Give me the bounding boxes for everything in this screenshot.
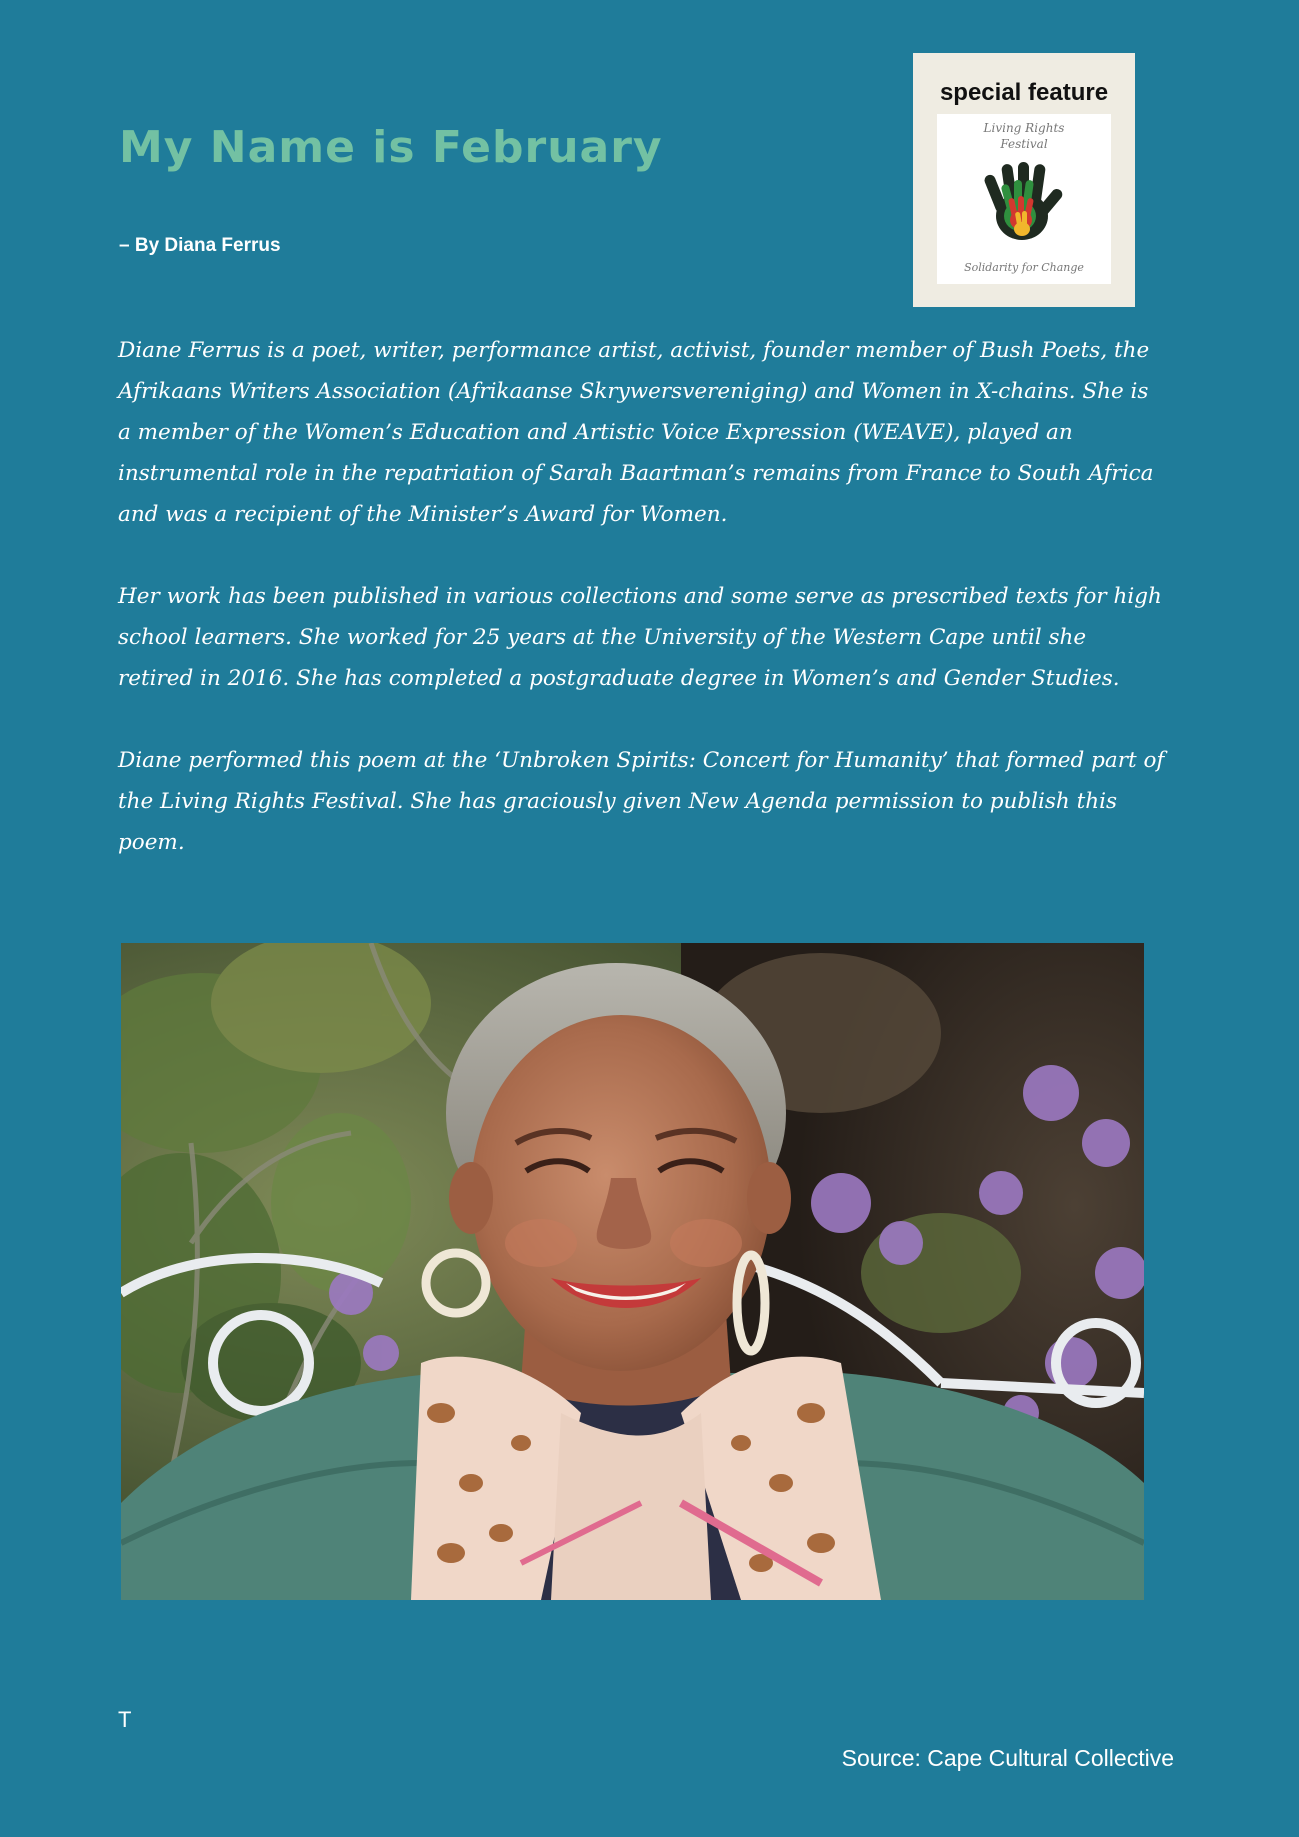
article-byline: – By Diana Ferrus: [119, 235, 281, 256]
portrait-photo: [121, 943, 1144, 1600]
bio-paragraph-3: Diane performed this poem at the ‘Unbroken Spirits: Concert for Humanity’ that formed part of the Living Rights Festival. She has graciously given New Agenda permission to publish this poem.: [118, 748, 1165, 855]
bio-paragraph-1: Diane Ferrus is a poet, writer, performance artist, activist, founder member of Bush Poets, the Afrikaans Writers Association (Afrikaanse Skrywersvereniging) and Women in X-chains. She is a member of the Women’s Education and Artistic Voice Expression (WEAVE), played an instrumental role in the repatriation of Sarah Baartman’s remains from France to South Africa and was a recipient of the Minister’s Award for Women.: [118, 338, 1154, 527]
festival-logo: [937, 114, 1111, 284]
portrait-illustration: [121, 943, 1144, 1600]
festival-name-line-1: Living Rights: [983, 121, 1065, 135]
page-marker: T: [118, 1707, 132, 1732]
photo-source-credit: Source: Cape Cultural Collective: [841, 1745, 1174, 1771]
special-feature-badge: [913, 53, 1135, 307]
festival-tagline: Solidarity for Change: [964, 261, 1084, 274]
bio-paragraph-2: Her work has been published in various collections and some serve as prescribed texts for high school learners. She worked for 25 years at the University of the Western Cape until she retired in 2016. She has completed a postgraduate degree in Women’s and Gender Studies.: [118, 584, 1162, 691]
festival-name: [937, 120, 1111, 152]
badge-heading: special feature: [939, 79, 1109, 106]
hands-icon: [982, 160, 1066, 244]
article-body: [118, 330, 1168, 904]
festival-name-line-2: Festival: [1000, 137, 1048, 151]
article-title: My Name is February: [119, 122, 663, 173]
